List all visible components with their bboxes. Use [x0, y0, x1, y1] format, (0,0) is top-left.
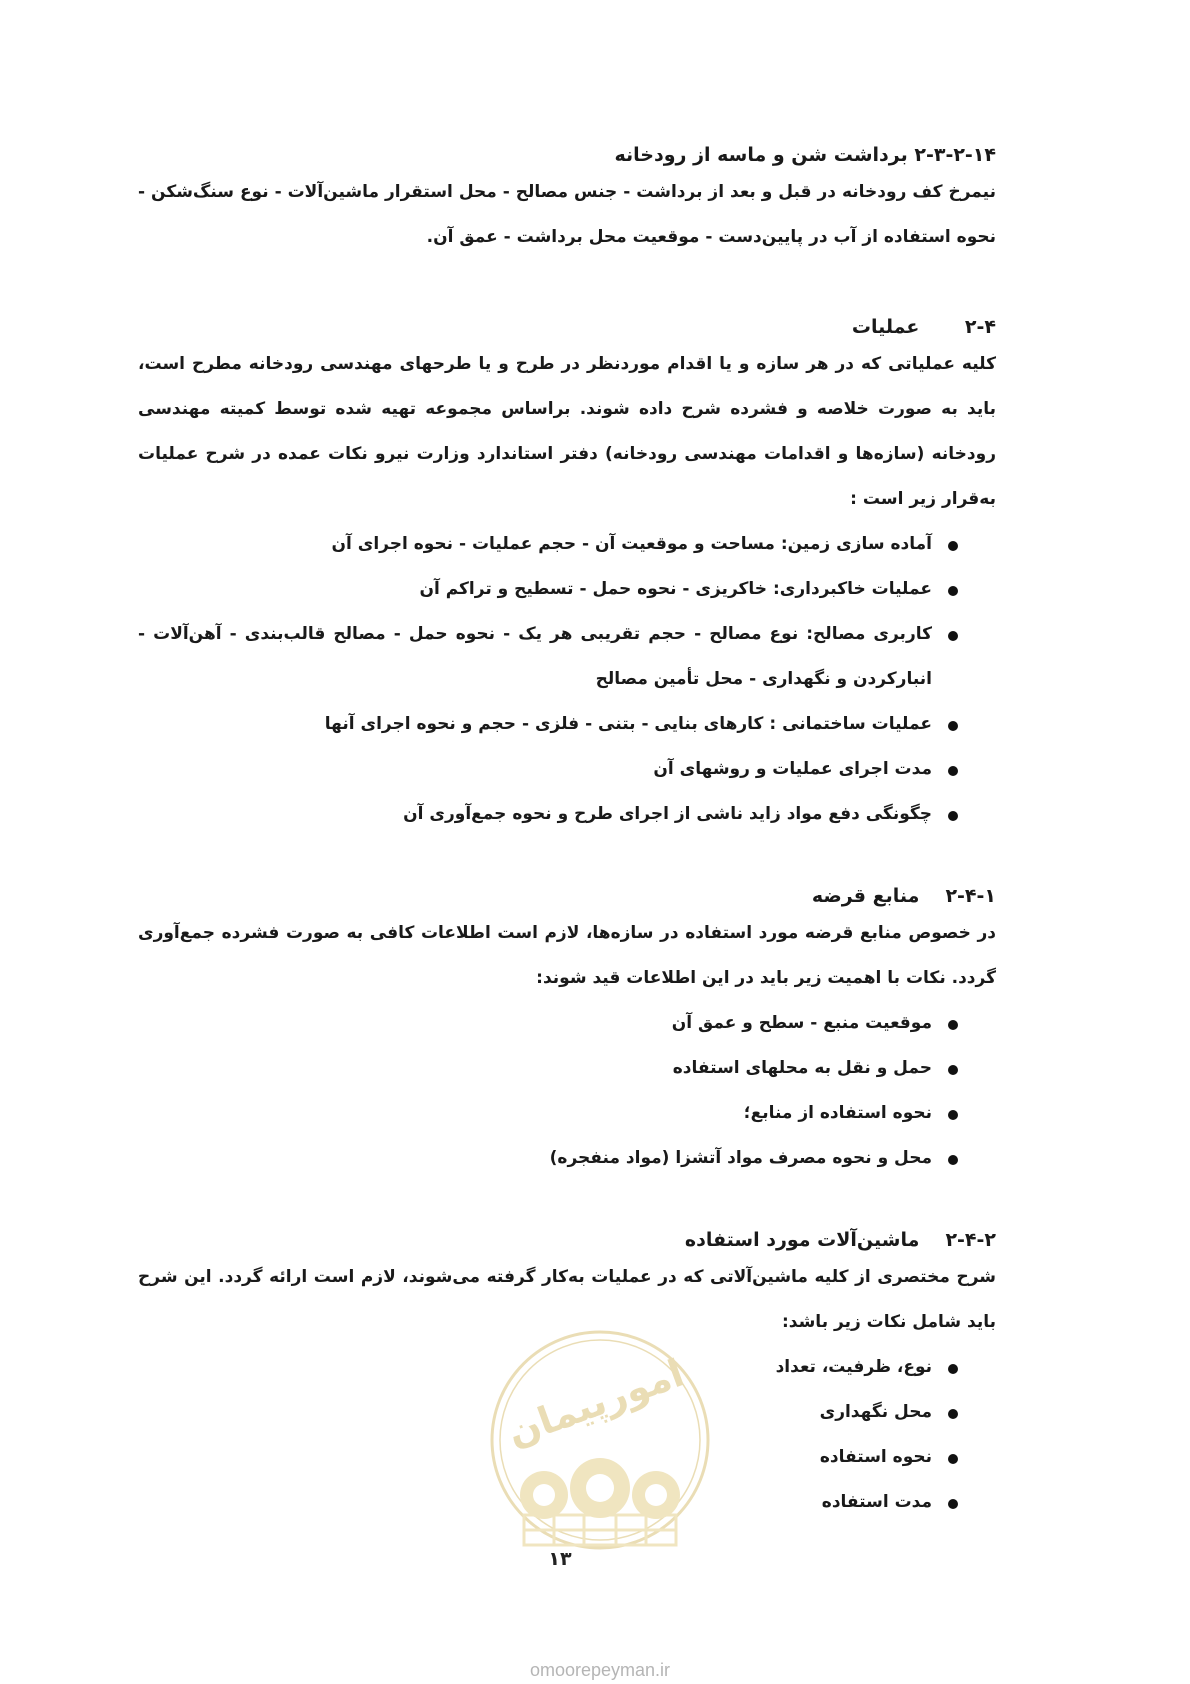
list-item: چگونگی دفع مواد زاید ناشی از اجرای طرح و نحوه جمع‌آوری آن — [138, 792, 958, 837]
section-title: ماشین‌آلات مورد استفاده — [684, 1229, 920, 1251]
list-item: نوع، ظرفیت، تعداد — [138, 1345, 958, 1390]
list-item: مدت اجرای عملیات و روشهای آن — [138, 747, 958, 792]
section-heading-river-sand-extraction — [138, 140, 996, 170]
section-title: برداشت شن و ماسه از رودخانه — [614, 144, 908, 166]
list-item: نحوه استفاده از منابع؛ — [138, 1091, 958, 1136]
list-item: عملیات ساختمانی : کارهای بنایی - بتنی - فلزی - حجم و نحوه اجرای آنها — [138, 702, 958, 747]
section-heading-machinery — [138, 1225, 996, 1255]
list-item: نحوه استفاده — [138, 1435, 958, 1480]
list-item: موقعیت منبع - سطح و عمق آن — [138, 1001, 958, 1046]
bullet-list-borrow-sources — [138, 1001, 996, 1181]
page-body — [138, 140, 996, 1525]
section-title: منابع قرضه — [811, 885, 920, 907]
list-item: عملیات خاکبرداری: خاکریزی - نحوه حمل - تسطیح و تراکم آن — [138, 567, 958, 612]
section-paragraph: نیمرخ کف رودخانه در قبل و بعد از برداشت - جنس مصالح - محل استقرار ماشین‌آلات - نوع سنگ‌شکن - نحوه استفاده از آب در پایین‌دست - موقعیت محل برداشت - عمق آن. — [138, 182, 996, 247]
watermark-url: omoorepeyman.ir — [529, 1660, 671, 1680]
svg-text:امورپیمان: امورپیمان — [501, 1350, 690, 1455]
section-number: ۲-۴ — [964, 316, 996, 338]
section-paragraph: شرح مختصری از کلیه ماشین‌آلاتی که در عملیات به‌کار گرفته می‌شوند، لازم است ارائه گردد. این شرح باید شامل نکات زیر باشد: — [138, 1267, 996, 1332]
bullet-list-operations — [138, 522, 996, 837]
list-item: مدت استفاده — [138, 1480, 958, 1525]
section-paragraph: در خصوص منابع قرضه مورد استفاده در سازه‌ها، لازم است اطلاعات کافی به صورت فشرده جمع‌آوری گردد. نکات با اهمیت زیر باید در این اطلاعات قید شوند: — [138, 923, 996, 988]
list-item: محل نگهداری — [138, 1390, 958, 1435]
list-item: آماده سازی زمین: مساحت و موقعیت آن - حجم عملیات - نحوه اجرای آن — [138, 522, 958, 567]
watermark-logo-icon — [484, 1320, 716, 1660]
page-number: ۱۳ — [548, 1548, 572, 1570]
section-number: ۲-۴-۲ — [945, 1229, 996, 1251]
section-heading-borrow-sources — [138, 881, 996, 911]
section-paragraph: کلیه عملیاتی که در هر سازه و یا اقدام موردنظر در طرح و یا طرحهای مهندسی رودخانه مطرح است، باید به صورت خلاصه و فشرده شرح داده شوند. براساس مجموعه تهیه شده توسط کمیته مهندسی رودخانه (سازه‌ها و اقدامات مهندسی رودخانه) دفتر استاندارد وزارت نیرو نکات عمده در شرح عملیات به‌قرار زیر است : — [138, 354, 996, 509]
list-item: حمل و نقل به محلهای استفاده — [138, 1046, 958, 1091]
list-item: کاربری مصالح: نوع مصالح - حجم تقریبی هر یک - نحوه حمل - مصالح قالب‌بندی - آهن‌آلات - انبارکردن و نگهداری - محل تأمین مصالح — [138, 612, 958, 702]
list-item: محل و نحوه مصرف مواد آتشزا (مواد منفجره) — [138, 1136, 958, 1181]
section-number: ۲-۴-۱ — [945, 885, 996, 907]
section-number: ۲-۳-۲-۱۴ — [914, 144, 996, 166]
section-heading-operations — [138, 312, 996, 342]
section-title: عملیات — [851, 316, 920, 338]
